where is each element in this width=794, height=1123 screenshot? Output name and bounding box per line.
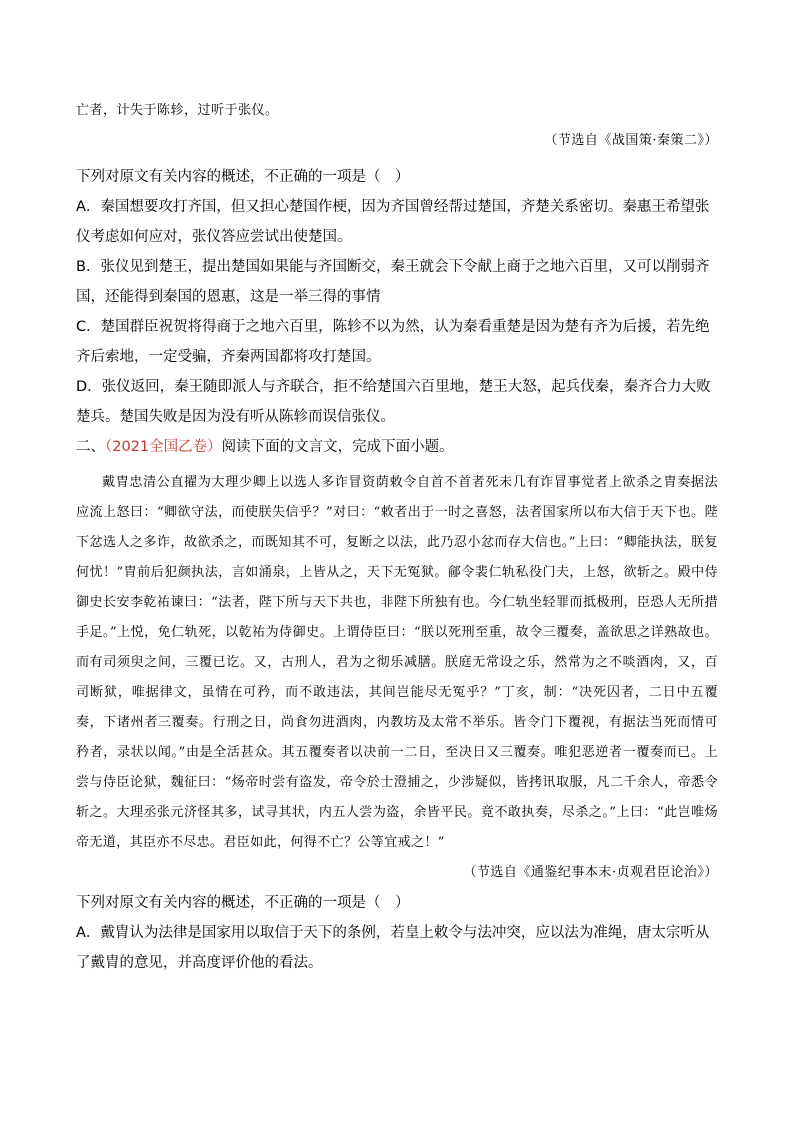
- question1-option-d: D．张仪返回，秦王随即派人与齐联合，拒不给楚国六百里地，楚王大怒，起兵伐秦，秦齐合力大败楚兵。楚国失败是因为没有听从陈轸而误信张仪。: [76, 379, 711, 425]
- page-content: [76, 96, 718, 978]
- question2-stem: 下列对原文有关内容的概述，不正确的一项是（ ）: [76, 895, 410, 911]
- section-2-instruction: 阅读下面的文言文，完成下面小题。: [221, 439, 454, 455]
- question2-option-a: A．戴胄认为法律是国家用以取信于天下的条例，若皇上敕令与法冲突，应以法为准绳，唐太宗听从了戴胄的意见，并高度评价他的看法。: [76, 925, 710, 971]
- passage1-source: （节选自《战国策·秦策二》）: [544, 133, 718, 148]
- question1-option-c: C．楚国群臣祝贺将得商于之地六百里，陈轸不以为然，认为秦看重楚是因为楚有齐为后援，若先绝齐后索地，一定受骗，齐秦两国都将攻打楚国。: [76, 319, 710, 365]
- section-2-tag: （2021全国乙卷）: [105, 439, 222, 455]
- passage1-tail-line: 亡者，计失于陈轸，过听于张仪。: [76, 103, 279, 118]
- section-2-prefix: 二、: [76, 439, 105, 455]
- question1-stem: 下列对原文有关内容的概述，不正确的一项是（ ）: [76, 169, 410, 185]
- question1-option-a: A．秦国想要攻打齐国，但又担心楚国作梗，因为齐国曾经帮过楚国，齐楚关系密切。秦惠王希望张仪考虑如何应对，张仪答应尝试出使楚国。: [76, 199, 710, 245]
- question1-option-b: B．张仪见到楚王，提出楚国如果能与齐国断交，秦王就会下令献上商于之地六百里，又可以削弱齐国，还能得到秦国的恩惠，这是一举三得的事情: [76, 259, 710, 305]
- section-2-heading: [76, 432, 718, 462]
- passage2-text: 戴胄忠清公直擢为大理少卿上以选人多诈冒资荫敕令自首不首者死未几有诈冒事觉者上欲杀之胄奏据法应流上怒曰：“卿欲守法，而使朕失信乎？”对曰：“敕者出于一时之喜怒，法者国家所以布大信于天下也。陛下忿选人之多诈，故欲杀之，而既知其不可，复断之以法，此乃忍小忿而存大信也。”上曰：“卿能执法，朕复何忧！”胄前后犯颜执法，言如涌泉，上皆从之，天下无冤狱。鄃令裴仁轨私役门夫，上怒，欲斩之。殿中侍御史长安李乾祐谏曰：“法者，陛下所与天下共也，非陛下所独有也。今仁轨坐轻罪而抵极刑，臣恐人无所措手足。”上悦，免仁轨死，以乾祐为侍御史。上谓侍臣曰：“朕以死刑至重，故令三覆奏，盖欲思之详熟故也。而有司须臾之间，三覆已讫。又，古刑人，君为之彻乐减膳。朕庭无常设之乐，然常为之不啖酒肉，又，百司断狱，唯据律文，虽情在可矜，而不敢违法，其间岂能尽无冤乎？”丁亥，制：“决死囚者，二日中五覆奏，下诸州者三覆奏。行刑之日，尚食勿进酒肉，内教坊及太常不举乐。皆令门下覆视，有据法当死而情可矜者，录状以闻。”由是全活甚众。其五覆奏者以决前一二日，至决日又三覆奏。唯犯恶逆者一覆奏而已。上尝与侍臣论狱，魏征曰：“炀帝时尝有盗发，帝令於士澄捕之，少涉疑似，皆拷讯取服，凡二千余人，帝悉令斩之。大理丞张元济怪其多，试寻其状，内五人尝为盗，余皆平民。竟不敢执奏，尽杀之。”上曰：“此岂唯炀帝无道，其臣亦不尽忠。君臣如此，何得不亡？公等宜戒之！”: [76, 475, 718, 850]
- passage2-source: （节选自《通鉴纪事本末·贞观君臣论治》）: [463, 865, 718, 880]
